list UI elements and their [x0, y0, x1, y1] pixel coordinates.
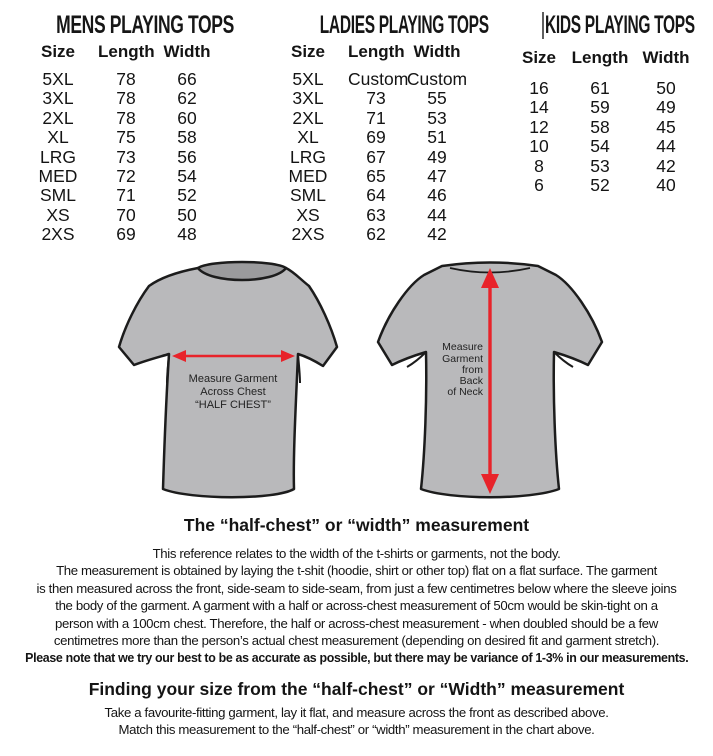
cell-size: 16: [529, 78, 549, 98]
front-shirt-crease-right: [298, 354, 300, 383]
cell-size: 6: [534, 175, 544, 196]
cell-width: 47: [427, 166, 447, 187]
cell-size: LRG: [40, 146, 76, 167]
cell-length: 71: [116, 185, 136, 206]
cell-length: 69: [116, 224, 136, 245]
cell-length: 71: [366, 107, 386, 128]
cell-size: 2XL: [292, 107, 324, 128]
table-row: [18, 206, 220, 225]
paragraph-line: person with a 100cm chest. Therefore, the half or across-chest measurement - when doubled should be a few: [55, 615, 658, 631]
cell-length: 63: [366, 204, 386, 225]
column-header-width: Width: [642, 48, 690, 67]
front-shirt-label-line3: “HALF CHEST”: [195, 399, 271, 411]
cell-width: 53: [427, 107, 447, 128]
cell-size: MED: [38, 166, 78, 187]
cell-length: 78: [116, 69, 136, 89]
cell-length: 67: [366, 146, 386, 167]
cell-size: 10: [529, 136, 549, 157]
ladies-table-rows: [268, 70, 470, 245]
cell-length: 64: [366, 185, 386, 206]
cell-length: 59: [590, 97, 610, 118]
cell-width: 62: [177, 88, 197, 109]
cell-width: 49: [656, 97, 676, 118]
table-row: [18, 186, 220, 205]
column-header-length: Length: [98, 42, 155, 61]
cell-size: SML: [40, 185, 76, 206]
table-row: [514, 176, 696, 195]
cell-width: 52: [177, 185, 197, 206]
front-shirt-label-line2: Across Chest: [200, 386, 266, 398]
cell-width: 44: [427, 204, 447, 225]
cell-length: 73: [366, 88, 386, 109]
cell-size: XL: [47, 127, 69, 148]
ladies-table-title: [268, 10, 489, 40]
table-row: [514, 79, 696, 98]
cell-size: XS: [296, 204, 320, 225]
mens-column-headers: [18, 42, 220, 62]
cell-width: 60: [177, 107, 197, 128]
cell-length: 54: [590, 136, 610, 157]
table-row: [18, 167, 220, 186]
cell-width: 48: [177, 224, 197, 245]
column-header-size: Size: [290, 42, 326, 61]
paragraph-line: Take a favourite-fitting garment, lay it flat, and measure across the front as described above.: [104, 705, 609, 720]
cell-length: 73: [116, 146, 136, 167]
back-shirt-label-line2: Garment: [442, 353, 483, 365]
cell-width: 42: [427, 224, 447, 245]
cell-width: 50: [177, 204, 197, 225]
cell-width: 49: [427, 146, 447, 167]
cell-size: 2XS: [41, 224, 75, 245]
back-shirt-label-line1: Measure: [442, 341, 483, 353]
cell-size: 12: [529, 116, 549, 137]
ladies-column-headers: [268, 42, 470, 62]
kids-table-title-text: KIDS PLAYING TOPS: [545, 11, 695, 39]
cell-size: 2XL: [42, 107, 74, 128]
cell-length: 70: [116, 204, 136, 225]
cell-length: 72: [116, 166, 136, 187]
cell-size: 2XS: [291, 224, 325, 245]
half-chest-heading: The “half-chest” or “width” measurement: [183, 515, 530, 535]
table-row: [268, 148, 470, 167]
cell-size: 8: [534, 155, 544, 176]
accuracy-note-row: [0, 649, 713, 666]
cell-size: MED: [288, 166, 328, 187]
table-row: [268, 167, 470, 186]
half-chest-paragraph: [0, 545, 713, 667]
table-row: [514, 118, 696, 137]
mens-table-rows: [18, 70, 220, 245]
finding-size-heading: Finding your size from the “half-chest” or “Width” measurement: [88, 679, 625, 699]
table-row: [268, 128, 470, 147]
cell-size: 3XL: [42, 88, 74, 109]
kids-column-headers: [514, 48, 696, 68]
cell-length: Custom: [348, 69, 409, 89]
cell-width: 44: [656, 136, 676, 157]
table-row: [514, 137, 696, 156]
cell-width: 51: [427, 127, 447, 148]
mens-table-title-text: MENS PLAYING TOPS: [56, 11, 234, 39]
cell-size: 14: [529, 97, 549, 118]
kids-title-divider: [542, 12, 544, 39]
cell-size: XS: [46, 204, 70, 225]
table-row: [18, 70, 220, 89]
kids-size-table: [514, 10, 696, 195]
paragraph-line: the body of the garment. A garment with a half or across-chest measurement of 50cm would be skin-tight on a: [55, 598, 658, 614]
cell-size: 5XL: [42, 69, 74, 89]
cell-width: 55: [427, 88, 447, 109]
column-header-length: Length: [348, 42, 405, 61]
mens-table-title: [18, 10, 234, 40]
table-row: [18, 225, 220, 244]
cell-length: 52: [590, 175, 610, 196]
column-header-size: Size: [521, 48, 557, 67]
cell-size: SML: [290, 185, 326, 206]
table-row: [18, 128, 220, 147]
paragraph-line: The measurement is obtained by laying the t-shit (hoodie, shirt or other top) flat on a flat surface. The garment: [56, 563, 657, 579]
finding-size-paragraph: [0, 704, 713, 739]
column-header-width: Width: [163, 42, 211, 61]
kids-table-rows: [514, 79, 696, 195]
column-header-length: Length: [571, 48, 629, 67]
cell-width: Custom: [406, 69, 468, 89]
cell-size: 5XL: [292, 69, 324, 89]
cell-size: 3XL: [292, 88, 324, 109]
cell-width: 45: [656, 116, 676, 137]
front-shirt-label-line1: Measure Garment: [188, 373, 278, 385]
cell-width: 50: [656, 78, 676, 98]
table-row: [268, 186, 470, 205]
accuracy-note: Please note that we try our best to be as accurate as possible, but there may be variance of 1-3% in our measurements.: [24, 650, 689, 666]
mens-size-table: [18, 10, 234, 245]
cell-width: 58: [177, 127, 197, 148]
table-row: [18, 89, 220, 108]
table-row: [514, 157, 696, 176]
paragraph-line: Match this measurement to the “half-chest” or “width” measurement in the chart above.: [118, 722, 595, 738]
column-header-size: Size: [40, 42, 76, 61]
table-row: [18, 109, 220, 128]
cell-length: 78: [116, 88, 136, 109]
cell-length: 75: [116, 127, 136, 148]
cell-width: 46: [427, 185, 447, 206]
cell-size: XL: [297, 127, 319, 148]
cell-width: 66: [177, 69, 197, 89]
table-row: [268, 206, 470, 225]
back-shirt-label-line5: of Neck: [447, 386, 483, 398]
table-row: [268, 70, 470, 89]
column-header-width: Width: [413, 42, 461, 61]
back-shirt-diagram: [370, 252, 610, 504]
cell-length: 58: [590, 116, 610, 137]
ladies-size-table: [268, 10, 489, 245]
ladies-table-title-text: LADIES PLAYING TOPS: [319, 11, 489, 39]
cell-length: 69: [366, 127, 386, 148]
back-shirt-label-line4: Back: [459, 375, 483, 387]
paragraph-line: centimetres more than the person’s actual chest measurement (depending on desired fit and garment stretch).: [53, 633, 660, 649]
cell-width: 42: [656, 155, 676, 176]
cell-width: 56: [177, 146, 197, 167]
back-shirt-label-line3: from: [462, 364, 483, 376]
table-row: [268, 225, 470, 244]
cell-length: 62: [366, 224, 386, 245]
front-shirt-diagram: [113, 256, 353, 504]
cell-length: 78: [116, 107, 136, 128]
cell-length: 65: [366, 166, 386, 187]
cell-width: 54: [177, 166, 197, 187]
cell-length: 53: [590, 155, 610, 176]
cell-size: LRG: [290, 146, 326, 167]
paragraph-line: This reference relates to the width of the t-shirts or garments, not the body.: [152, 546, 561, 561]
cell-length: 61: [590, 78, 610, 98]
table-row: [18, 148, 220, 167]
table-row: [268, 89, 470, 108]
paragraph-line: is then measured across the front, side-seam to side-seam, from just a few centimetres below where the sleeve joins: [36, 580, 677, 596]
cell-width: 40: [656, 175, 676, 196]
table-row: [268, 109, 470, 128]
table-row: [514, 98, 696, 117]
